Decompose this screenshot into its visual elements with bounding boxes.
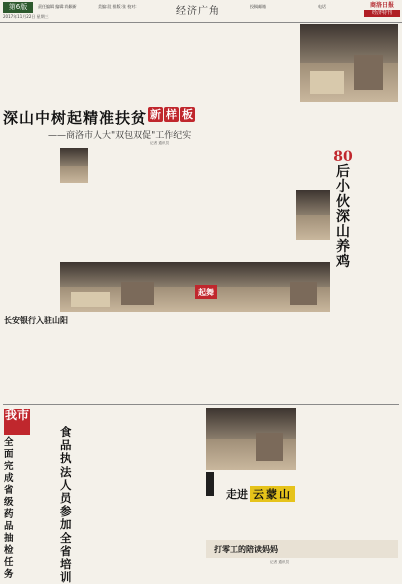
yunmeng-marker [206,472,214,496]
article-column-5 [234,24,294,104]
middle-col-3 [184,316,234,400]
changan-headline: 长安银行入驻山阳 [4,316,68,325]
changan-intro [3,268,57,312]
workers-byline: 记者 通讯员 [270,560,290,564]
headline-badge-3: 板 [182,108,194,121]
main-body-col-2 [88,148,136,268]
mountain-photo [206,408,296,470]
header-design-info: 美编:段 排版:张 校对: [98,4,137,9]
headline-badge-2: 样 [166,108,178,121]
market-photo [60,262,170,312]
workers-headline: 打零工的陪读妈妈 [214,544,278,554]
feature-headline [330,150,356,270]
main-body-col-3 [140,148,196,268]
yunmeng-highlight: 云蒙山 [250,486,295,502]
header-phone-info: 电话 [318,4,326,9]
article-column-4 [178,24,230,104]
logo-edition: 经济特刊 [364,10,400,17]
yunmeng-body-1 [206,504,266,540]
logo-name: 商洛日报 [369,2,394,9]
main-headline [3,107,295,129]
feature-number: 80 [333,149,353,165]
yunmeng-body-2 [270,504,332,540]
feature-body [358,150,398,340]
yunmeng-lead: 走进 [226,488,248,501]
middle-col-4 [238,316,286,400]
article-column-3 [118,24,174,104]
headline-badge-1: 新 [150,108,162,121]
section-divider [3,404,399,405]
article-column-1 [3,24,57,104]
section-title: 经济广角 [176,6,220,17]
village-photo [240,262,330,312]
header-email-info: 投稿邮箱 [250,4,266,9]
food-sub-body [30,440,60,570]
main-byline: 记者 通讯员 [150,141,170,145]
food-box-label: 我市 [4,409,30,435]
food-headline: 食品执法人员参加全省培训 [60,425,72,584]
page-number-badge: 第6版 [3,2,33,13]
article-column-2 [60,24,114,104]
header-editor-info: 责任编辑 编辑:尚颖新 [38,4,77,9]
newspaper-logo [364,2,400,19]
changan-body [3,330,57,400]
main-subtitle: ——商洛市人大"双包双促"工作纪实 [48,131,192,141]
issue-date: 2017年11月22日 星期三 [3,14,49,19]
portrait-photo [60,148,88,183]
feature-title: 后小伙深山养鸡 [336,164,350,270]
yunmeng-body-3 [336,504,398,540]
main-body-col-1 [3,148,59,268]
top-right-photo [300,24,398,102]
middle-col-5 [290,316,350,400]
food-subheadline: 全面完成省级药品抽检任务 [4,437,14,580]
workers-body [206,566,398,574]
feature-photo-small [296,190,330,240]
middle-col-2 [120,316,180,400]
yunmeng-headline [226,486,295,502]
middle-col-1 [60,316,116,400]
yunmeng-body-top [300,408,398,470]
food-body-2 [144,410,202,570]
main-headline-text: 深山中树起精准扶贫 [3,109,148,127]
main-body-col-4 [200,148,262,268]
food-body-1 [80,410,140,570]
ad-badge: 起舞 [195,285,217,299]
